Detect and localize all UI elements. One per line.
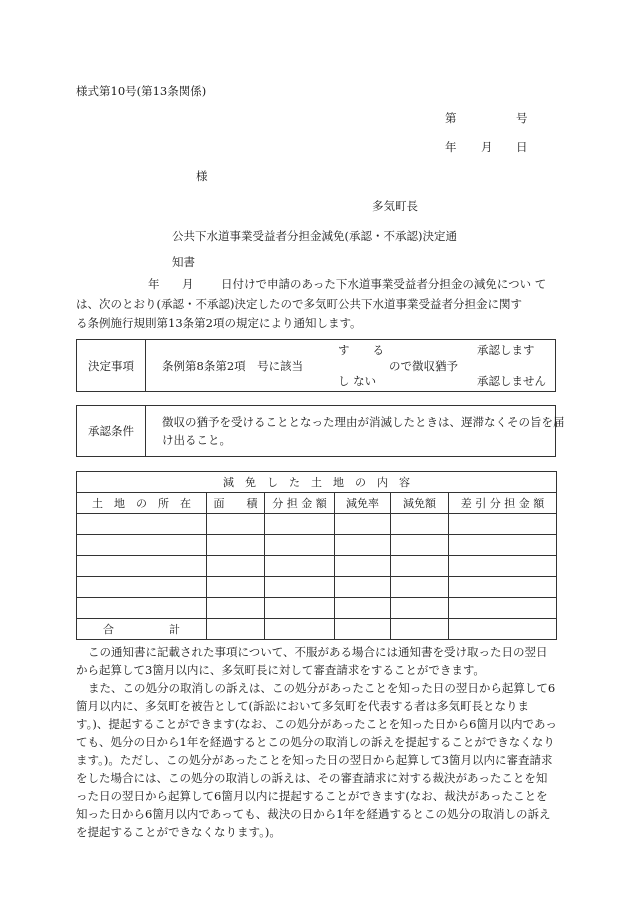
header-charge: 分 担 金 額: [265, 493, 335, 514]
conditions-box: [76, 405, 556, 457]
issuer: 多気町長: [372, 199, 418, 213]
decision-clause: 条例第8条第2項 号に該当: [162, 359, 304, 373]
intro-line-1: 日付けで申請のあった下水道事業受益者分担金の減免につい て: [221, 277, 547, 291]
decision-divider: [145, 339, 146, 392]
header-area: 面 積: [207, 493, 265, 514]
conditions-label: 承認条件: [88, 424, 134, 438]
table-row: [77, 577, 557, 598]
document-title: 公共下水道事業受益者分担金減免(承認・不承認)決定通: [172, 229, 457, 243]
conditions-divider: [145, 405, 146, 457]
header-reduction: 減免額: [391, 493, 449, 514]
intro-line-3: る条例施行規則第13条第2項の規定により通知します。: [76, 316, 362, 330]
date-year: 年: [445, 140, 457, 154]
total-label: 合 計: [77, 619, 207, 640]
decision-middle: ので徴収猶予: [389, 359, 458, 373]
addressee-suffix: 様: [196, 169, 208, 183]
doc-number-suffix: 号: [516, 111, 528, 125]
decision-shinai: し ない: [338, 374, 377, 388]
conditions-line-2: け出ること。: [162, 433, 231, 447]
intro-line-2: は、次のとおり(承認・不承認)決定したので多気町公共下水道事業受益者分担金に関す: [76, 297, 522, 311]
land-table: [76, 471, 557, 640]
conditions-line-1: 徴収の猶予を受けることとなった理由が消滅したときは、遅滞なくその旨を届: [162, 415, 565, 429]
land-table-title: 減 免 し た 土 地 の 内 容: [77, 472, 557, 493]
land-table-header-row: [77, 493, 557, 514]
document-title-cont: 知書: [172, 255, 195, 269]
header-location: 土 地 の 所 在: [77, 493, 207, 514]
decision-suru: す る: [338, 343, 384, 357]
header-net-charge: 差 引 分 担 金 額: [449, 493, 557, 514]
total-row: [77, 619, 557, 640]
intro-month: 月: [182, 277, 194, 291]
date-month: 月: [481, 140, 493, 154]
table-row: [77, 535, 557, 556]
table-row: [77, 514, 557, 535]
table-row: [77, 556, 557, 577]
decision-disapprove: 承認しません: [477, 374, 546, 388]
decision-label: 決定事項: [88, 359, 134, 373]
land-table-title-row: [77, 472, 557, 493]
date-day: 日: [516, 140, 528, 154]
notice-paragraph-2: また、この処分の取消しの訴えは、この処分があったことを知った日の翌日から起算して6箇月以内に、多気町を被告として(訴訟において多気町を代表する者は多気町長となります。)、提起することができます(なお、この処分があったことを知った日から6箇月以内であっても、処分の日から1年を経過するとこの処分の取消しの訴えを提起することができなくなります。)。ただし、この処分があったことを知った日の翌日から起算して3箇月以内に審査請求をした場合には、この処分の取消しの訴えは、その審査請求に対する裁決があったことを知った日の翌日から起算して6箇月以内に提起することができます(なお、裁決があったことを知った日から6箇月以内であっても、裁決の日から1年を経過するとこの処分の取消しの訴えを提起することができなくなります。)。: [76, 681, 557, 839]
decision-approve: 承認します: [477, 343, 535, 357]
header-rate: 減免率: [335, 493, 391, 514]
intro-year: 年: [148, 277, 160, 291]
table-row: [77, 598, 557, 619]
doc-number-prefix: 第: [445, 111, 457, 125]
notice-paragraph-1: この通知書に記載された事項について、不服がある場合には通知書を受け取った日の翌日から起算して3箇月以内に、多気町長に対して審査請求をすることができます。: [76, 645, 548, 677]
form-reference: 様式第10号(第13条関係): [76, 84, 207, 98]
